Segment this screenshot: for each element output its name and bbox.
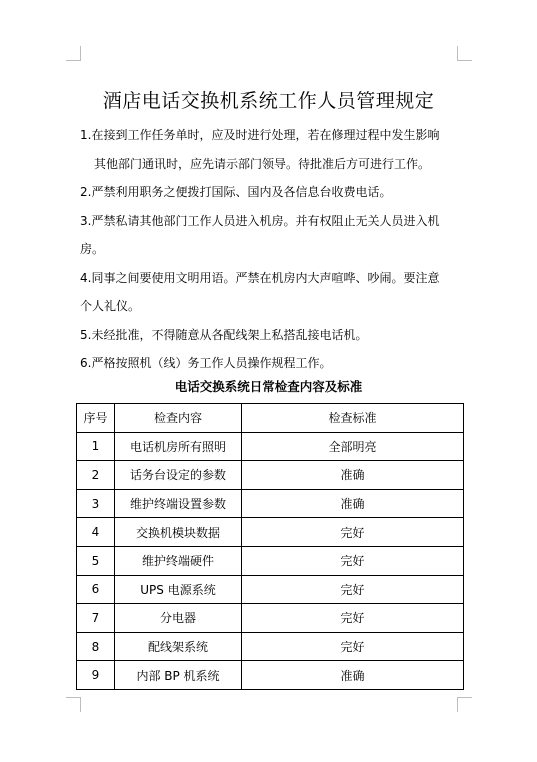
table-row: [77, 489, 464, 518]
rule-4-line-1: 4.同事之间要使用文明用语。严禁在机房内大声喧哗、吵闹。要注意: [80, 270, 440, 285]
table-row: [77, 604, 464, 633]
row-index: 4: [77, 518, 115, 547]
row-content: 分电器: [115, 604, 242, 633]
row-index: 2: [77, 461, 115, 490]
row-index: 8: [77, 632, 115, 661]
table-row: [77, 632, 464, 661]
row-standard: 完好: [242, 575, 464, 604]
table-title: 电话交换系统日常检查内容及标准: [174, 379, 363, 394]
rule-6: 6.严格按照机（线）务工作人员操作规程工作。: [80, 356, 332, 370]
row-standard: 准确: [242, 461, 464, 490]
row-standard: 完好: [242, 518, 464, 547]
page-corner-mark-bottom-left: [66, 697, 81, 712]
row-standard: 完好: [242, 604, 464, 633]
table-row: [77, 518, 464, 547]
inspection-table: [76, 403, 464, 690]
page-corner-mark-top-right: [457, 46, 472, 61]
row-index: 5: [77, 546, 115, 575]
row-index: 7: [77, 604, 115, 633]
row-index: 9: [77, 661, 115, 690]
row-content: 内部 BP 机系统: [115, 661, 242, 690]
row-index: 6: [77, 575, 115, 604]
row-content: 配线架系统: [115, 632, 242, 661]
row-standard: 完好: [242, 632, 464, 661]
row-index: 1: [77, 432, 115, 461]
document-title: 酒店电话交换机系统工作人员管理规定: [102, 90, 435, 112]
table-row: [77, 575, 464, 604]
header-index: 序号: [77, 404, 115, 433]
row-content: UPS 电源系统: [115, 575, 242, 604]
rule-1-line-1: 1.在接到工作任务单时，应及时进行处理，若在修理过程中发生影响: [80, 128, 440, 142]
table-row: [77, 546, 464, 575]
row-index: 3: [77, 489, 115, 518]
rule-1-line-2: 其他部门通讯时，应先请示部门领导。待批准后方可进行工作。: [94, 156, 431, 171]
rule-2: 2.严禁利用职务之便拨打国际、国内及各信息台收费电话。: [80, 185, 392, 199]
rule-3-line-2: 房。: [80, 242, 105, 256]
page-corner-mark-bottom-right: [457, 697, 472, 712]
header-content: 检查内容: [115, 404, 242, 433]
row-standard: 完好: [242, 546, 464, 575]
row-standard: 准确: [242, 489, 464, 518]
row-content: 话务台设定的参数: [115, 461, 242, 490]
row-standard: 全部明亮: [242, 432, 464, 461]
row-content: 电话机房所有照明: [115, 432, 242, 461]
row-content: 交换机模块数据: [115, 518, 242, 547]
row-content: 维护终端硬件: [115, 546, 242, 575]
rule-4-line-2: 个人礼仪。: [80, 299, 141, 313]
rule-3-line-1: 3.严禁私请其他部门工作人员进入机房。并有权阻止无关人员进入机: [80, 213, 440, 228]
table-row: [77, 661, 464, 690]
row-standard: 准确: [242, 661, 464, 690]
header-standard: 检查标准: [242, 404, 464, 433]
table-row: [77, 432, 464, 461]
rules-list: [80, 121, 480, 378]
page-corner-mark-top-left: [66, 46, 81, 61]
row-content: 维护终端设置参数: [115, 489, 242, 518]
table-row: [77, 461, 464, 490]
rule-5: 5.未经批准，不得随意从各配线架上私搭乱接电话机。: [80, 327, 368, 342]
table-header-row: [77, 404, 464, 433]
